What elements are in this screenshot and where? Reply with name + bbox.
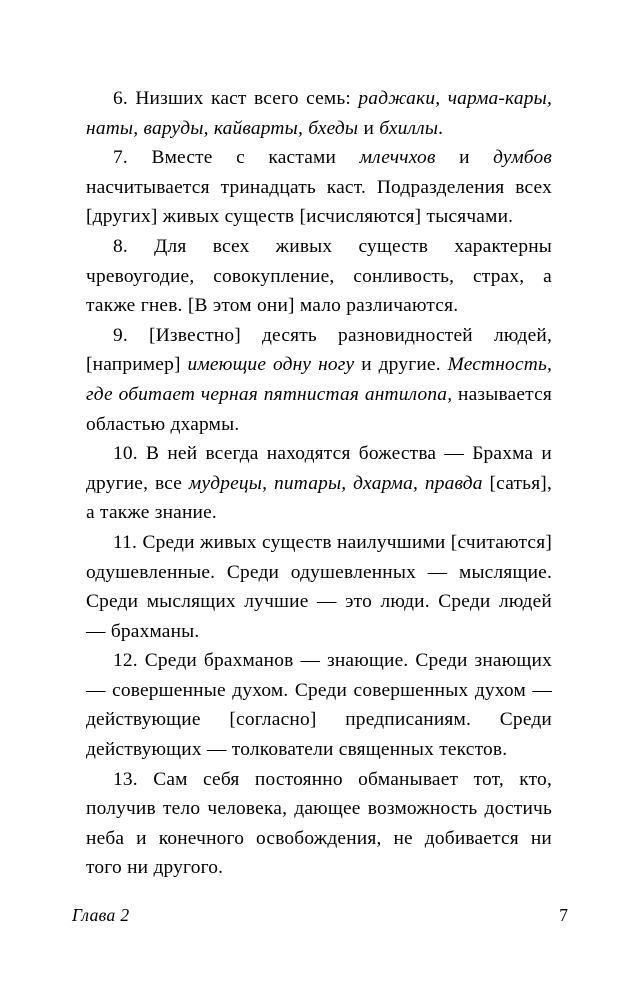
verse-italic-run: мудрецы, питары, дхарма, правда [188,472,483,494]
verse-paragraph [86,765,552,883]
verse-paragraph [86,646,552,764]
verse-text-run: . [438,117,444,139]
page-footer [72,905,568,931]
verse-italic-run: думбов [493,147,552,169]
verse-paragraph [86,143,552,232]
verse-italic-run: млеччхов [359,147,436,169]
verse-text-run: 7. Вместе с кастами [113,147,360,169]
verse-text-run: 12. Среди брахманов — знающие. Среди знающих — совершенные духом. Среди совершенных духом — действующие [согласно] предписаниям. Среди действующих — толкователи священных текстов. [86,650,552,761]
verse-paragraph [86,321,552,439]
verse-text-run: называется областью дхармы. [86,383,552,435]
verse-italic-run: Местность, где обитает черная пятнистая антилопа, [86,354,552,405]
verse-text-run: 11. Среди живых существ наилучшими [считаются] одушевленные. Среди одушевленных — мыслящие. Среди мыслящих лучшие — это люди. Среди людей — брахманы. [86,531,552,642]
verse-paragraph [86,84,552,143]
verse-text-run: и [358,117,380,139]
footer-page-number: 7 [559,905,568,925]
verse-list [86,84,552,883]
verse-italic-run: раджаки, чарма-кары, наты, варуды, кайварты, бхеды [86,88,552,139]
verse-text-run: 10. В ней всегда находятся божества — Брахма и другие, все [86,443,552,494]
verse-text-run: 6. Низших каст всего семь: [113,88,359,109]
verse-text-run: и [435,147,494,169]
verse-text-run: 9. [Известно] десять разновидностей людей, [например] [86,324,552,376]
verse-text-run: 8. Для всех живых существ характерны чревоугодие, совокупление, сонливость, страх, а также гнев. [В этом они] мало различаются. [86,235,552,317]
verse-paragraph [86,439,552,528]
verse-text-run: насчитывается тринадцать каст. Подразделения всех [других] живых существ [исчисляются] тысячами. [86,176,552,228]
verse-text-run: 13. Сам себя постоянно обманывает тот, кто, получив тело человека, дающее возможность достичь неба и конечного освобождения, не добивается ни того ни другого. [86,768,552,879]
verse-text-run: [сатья], а также знание. [86,472,552,524]
verse-italic-run: бхиллы [379,117,439,139]
verse-paragraph [86,528,552,646]
footer-chapter-label: Глава 2 [72,905,130,925]
verse-paragraph [86,232,552,321]
verse-text-run: и другие. [354,354,448,376]
verse-italic-run: имеющие одну ногу [187,354,355,376]
